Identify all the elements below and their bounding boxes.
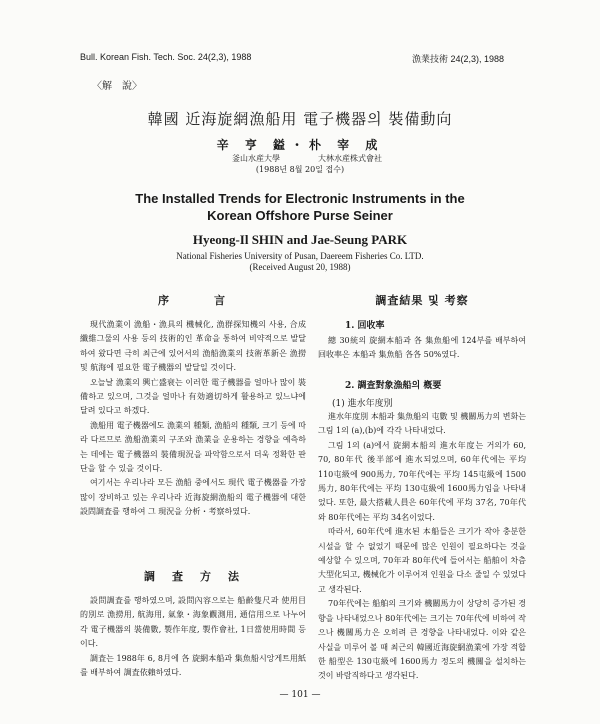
methods-paragraph-1: 設問調査를 행하였으며, 設問內容으로는 船齡隻尺과 使用目的別로 漁撈用, 航海用, 氣象・海象觀測用, 通信用으로 나누어 각 電子機器의 裝備數, 製作年度, 製作會社, 1日當使用時間 등이다. (80, 596, 306, 649)
vessel-paragraph-4: 70年代에는 船舶의 크기와 機關馬力이 상당히 증가된 경향을 나타내었으나 80年代에는 크기는 70年代에 비하여 작으나 機關馬力은 오히려 큰 경향을 나타내었다. 이와 같은 사실을 미루어 볼 때 최근의 韓國近海旋網漁業에 가장 적합한 船型은 130屯級에 1600馬力 정도의 機關을 설치하는 것이 바람직하다고 생각된다. (318, 599, 526, 681)
section-heading-results: 調査結果 및 考察 (375, 294, 469, 307)
vessel-paragraph-3: 따라서, 60年代에 進水된 本船들은 크기가 작아 충분한 시설을 할 수 없었기 때문에 많은 인원이 필요하다는 것을 예상할 수 있으며, 70年과 80年代에 들어서는 船舶이 차츰 大型化되고, 機械化가 이루어져 인원을 다소 줄일 수 있었다고 생각된다. (318, 527, 526, 594)
korean-received-date: (1988년 8월 20일 접수) (255, 165, 345, 174)
introduction-body (80, 318, 306, 520)
english-authors: Hyeong-Il SHIN and Jae-Seung PARK (192, 232, 408, 247)
subsection-recovery-rate: 1. 回收率 (345, 321, 385, 331)
english-title-line2: Korean Offshore Purse Seiner (207, 208, 393, 223)
intro-paragraph-2: 오늘날 漁業의 興亡盛衰는 이러한 電子機器를 얼마나 많이 裝備하고 있으며, 그것을 얼마나 有効適切하게 활용하고 있느냐에 달려 있다고 하겠다. (80, 377, 306, 416)
subsection-launch-year: (1) 進水年度別 (332, 399, 393, 409)
korean-title: 韓國 近海旋網漁船用 電子機器의 裝備動向 (147, 110, 453, 128)
korean-affiliation-2: 大林水産株式會社 (318, 154, 382, 163)
recovery-rate-body (318, 334, 526, 363)
english-title-line1: The Installed Trends for Electronic Instruments in the (135, 191, 465, 206)
vessel-paragraph-2: 그림 1의 (a)에서 旋網本船의 進水年度는 거의가 60, 70, 80年代 後半部에 進水되었으며, 60年代에는 平均 110屯級에 900馬力, 70年代에는 平均 145屯級에 1500馬力, 80年代에는 平均 130屯級에 1600馬力임을 나타내었다. 또한, 最大搭載人員은 60年代에 平均 37名, 70年代와 80年代에는 平均 34名이었다. (318, 440, 526, 522)
page-number: — 101 — (279, 690, 321, 700)
journal-citation-left: Bull. Korean Fish. Tech. Soc. 24(2,3), 1988 (80, 52, 252, 62)
english-title (0, 190, 600, 224)
english-received-date: (Received August 20, 1988) (249, 262, 351, 272)
journal-citation-right: 漁業技術 24(2,3), 1988 (412, 54, 505, 64)
recovery-rate-paragraph: 總 30統의 旋網本船과 各 集魚船에 124부를 배부하여 回收率은 本船과 集魚船 各各 50%였다. (318, 336, 526, 360)
methods-body (80, 594, 306, 680)
vessel-overview-body (318, 410, 526, 684)
vessel-paragraph-1: 進水年度別 本船과 集魚船의 屯數 및 機關馬力의 변화는 그림 1의 (a),(b)에 각각 나타내었다. (318, 412, 526, 436)
article-category: 〈解 說〉 (92, 81, 142, 92)
section-heading-methods: 調 査 方 法 (144, 570, 242, 583)
korean-affiliation-1: 釜山水産大學 (232, 154, 280, 163)
subsection-vessel-overview: 2. 調査對象漁船의 槪要 (345, 381, 442, 391)
section-heading-introduction: 序 言 (158, 294, 228, 307)
english-affiliation-block (0, 251, 600, 273)
intro-paragraph-3: 漁船用 電子機器에도 漁業의 種類, 漁船의 種類, 크기 등에 따라 다르므로 漁船漁業의 구조와 漁業을 운용하는 경향을 예측하는 데에는 電子機器의 裝備現況을 파악함으로서 더욱 정확한 판단을 할 수 있을 것이다. (80, 420, 306, 474)
intro-paragraph-1: 現代漁業이 漁船・漁具의 機械化, 漁群探知機의 사용, 合成纖維그물의 사용 등의 技術的인 革命을 통하여 비약적으로 발달하여 왔다면 극히 최근에 있어서의 漁船漁業의 技術革新은 漁撈 및 航海에 필요한 電子機器의 발달일 것이다. (80, 320, 306, 373)
english-affiliation: National Fisheries University of Pusan, Daereem Fisheries Co. LTD. (176, 251, 424, 261)
methods-paragraph-2: 調査는 1988年 6, 8月에 各 旋網本船과 集魚船시앙게트用紙를 배부하여 調査依賴하였다. (80, 653, 306, 678)
korean-authors: 辛 亨 鎰・朴 宰 成 (216, 138, 384, 152)
intro-paragraph-4: 여기서는 우리나라 모든 漁船 중에서도 現代 電子機器를 가장 많이 장비하고 있는 우리나라 近海旋網漁船의 電子機器에 대한 設問調査를 행하여 그 現況을 分析・考察하였다. (80, 478, 306, 517)
